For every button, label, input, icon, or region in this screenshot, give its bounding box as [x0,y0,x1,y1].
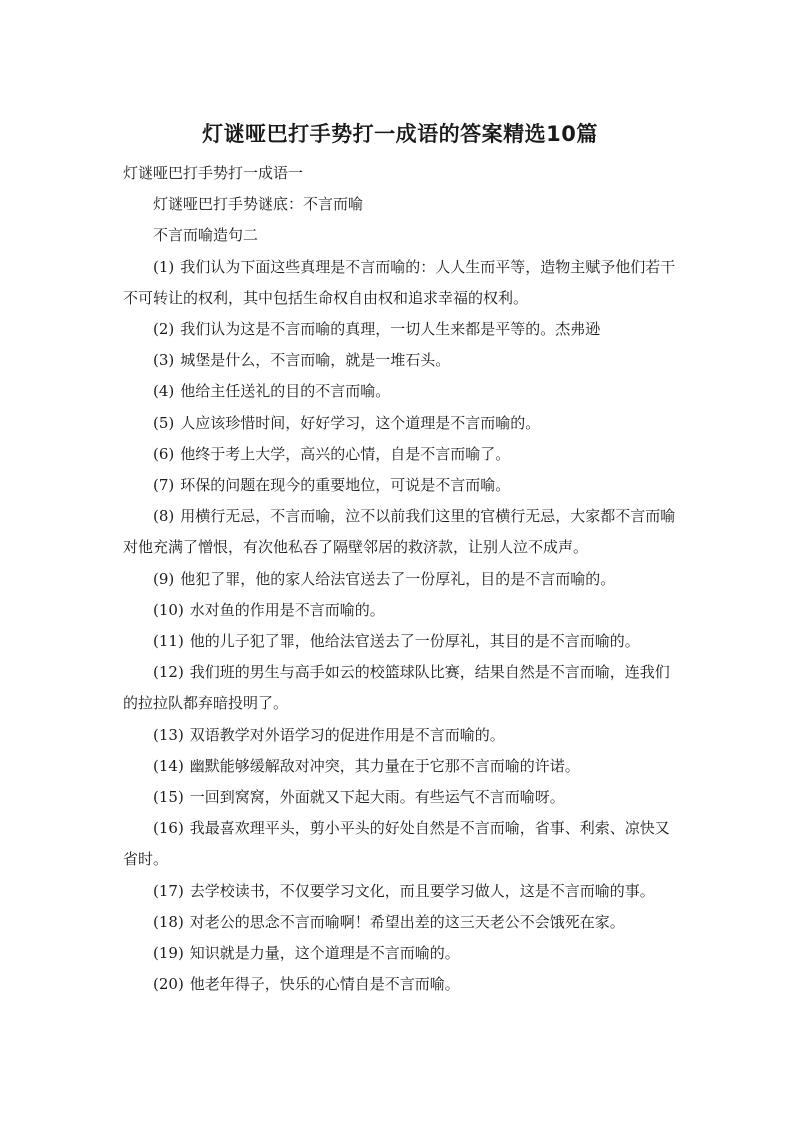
sentence-text: 他老年得子，快乐的心情自是不言而喻。 [189,975,460,994]
sentence-text: 用横行无忌，不言而喻，泣不以前我们这里的官横行无忌，大家都不言而喻对他充满了憎恨，有次他私吞了隔壁邻居的救济款，让别人泣不成声。 [123,507,676,557]
sentence-number: (3) [153,351,175,370]
sentence-item [123,907,683,938]
sentence-text: 我们认为下面这些真理是不言而喻的：人人生而平等，造物主赋予他们若干不可转让的权利，其中包括生命权自由权和追求幸福的权利。 [123,257,676,307]
sentence-item [123,720,683,751]
sentence-number: (18) [153,912,184,931]
sentence-text: 环保的问题在现今的重要地位，可说是不言而喻。 [180,476,511,495]
riddle-answer: 灯谜哑巴打手势谜底：不言而喻 [153,195,364,214]
document-title: 灯谜哑巴打手势打一成语的答案精选10篇 [202,122,598,146]
sentence-item [123,657,683,719]
sentence-text: 他给主任送礼的目的不言而喻。 [180,382,391,401]
sentence-text: 对老公的思念不言而喻啊！希望出差的这三天老公不会饿死在家。 [189,912,625,931]
sentence-number: (13) [153,725,184,744]
sentence-number: (1) [153,257,175,276]
sentence-text: 人应该珍惜时间，好好学习，这个道理是不言而喻的。 [180,413,541,432]
sentence-text: 幽默能够缓解敌对冲突，其力量在于它那不言而喻的许诺。 [189,756,580,775]
sentence-text: 我们班的男生与高手如云的校篮球队比赛，结果自然是不言而喻，连我们的拉拉队都弃暗投明了。 [123,663,670,713]
sentence-item [123,252,683,314]
sentence-text: 他的儿子犯了罪，他给法官送去了一份厚礼，其目的是不言而喻的。 [189,632,640,651]
sentence-number: (20) [153,975,184,994]
sentence-text: 一回到窝窝，外面就又下起大雨。有些运气不言而喻呀。 [189,788,565,807]
sentence-item [123,376,683,407]
sentence-number: (11) [153,632,184,651]
sentence-text: 去学校读书，不仅要学习文化，而且要学习做人，这是不言而喻的事。 [189,881,655,900]
section-heading: 灯谜哑巴打手势打一成语一 [123,164,304,182]
sentence-number: (7) [153,476,175,495]
sentence-number: (12) [153,663,184,682]
sentence-number: (5) [153,413,175,432]
sentence-item [123,595,683,626]
sentence-item [123,564,683,595]
sentence-number: (10) [153,600,184,619]
sentence-item [123,969,683,1000]
sentence-text: 水对鱼的作用是不言而喻的。 [189,600,385,619]
sentence-number: (19) [153,944,184,963]
sentence-text: 我最喜欢理平头，剪小平头的好处自然是不言而喻，省事、利索、凉快又省时。 [123,819,670,869]
sentence-number: (4) [153,382,175,401]
sentence-number: (2) [153,320,175,339]
sentence-item [123,314,683,345]
sentence-item [123,470,683,501]
sentence-text: 他犯了罪，他的家人给法官送去了一份厚礼，目的是不言而喻的。 [180,569,616,588]
sentence-item [123,813,683,875]
sentence-text: 我们认为这是不言而喻的真理，一切人生来都是平等的。杰弗逊 [180,320,601,339]
sentence-item [123,626,683,657]
sentence-text: 他终于考上大学，高兴的心情，自是不言而喻了。 [180,444,511,463]
sentence-number: (9) [153,569,175,588]
sentence-item [123,345,683,376]
sentence-number: (17) [153,881,184,900]
sentence-item [123,501,683,563]
sentence-text: 知识就是力量，这个道理是不言而喻的。 [189,944,460,963]
sentence-item [123,408,683,439]
sentence-item [123,439,683,470]
sentence-item [123,938,683,969]
sentence-number: (15) [153,788,184,807]
sentence-item [123,876,683,907]
sentence-item [123,782,683,813]
sentence-number: (16) [153,819,184,838]
sentence-number: (14) [153,756,184,775]
sentence-text: 城堡是什么，不言而喻，就是一堆石头。 [180,351,451,370]
sentence-number: (8) [153,507,175,526]
sentence-item [123,751,683,782]
sentence-text: 双语教学对外语学习的促进作用是不言而喻的。 [189,725,505,744]
section-subheading: 不言而喻造句二 [153,226,259,245]
sentence-number: (6) [153,444,175,463]
document-body [123,158,683,1000]
